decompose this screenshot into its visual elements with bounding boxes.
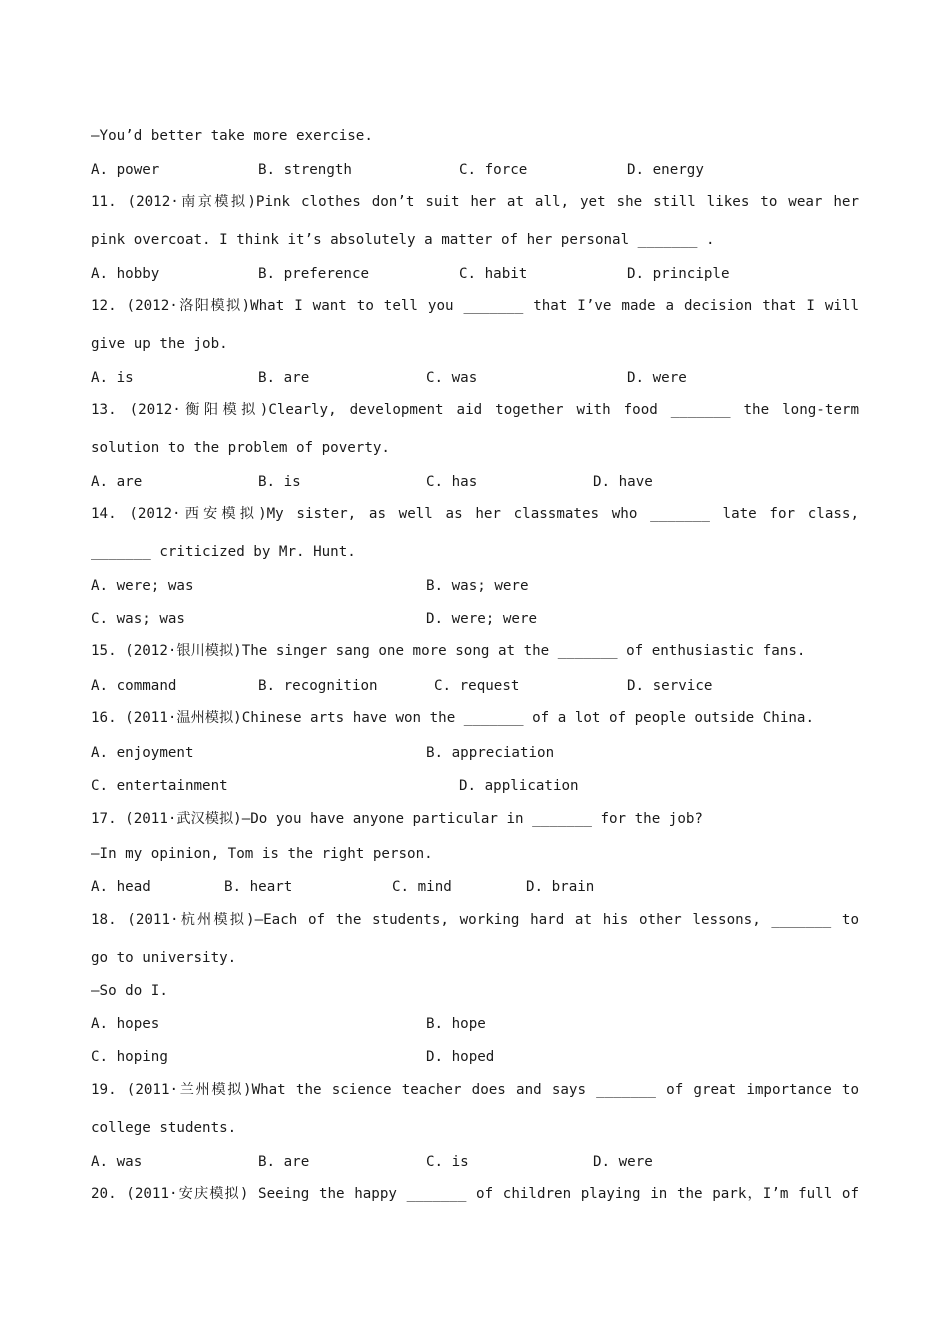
q14-option-d: D. were; were	[426, 611, 538, 627]
q11-option-c: C. habit	[459, 266, 528, 282]
q19-stem-line-2: college students.	[91, 1120, 237, 1136]
q18-option-b: B. hope	[426, 1016, 486, 1032]
q19-option-d: D. were	[593, 1154, 653, 1170]
q18-option-c: C. hoping	[91, 1049, 168, 1065]
q18-option-a: A. hopes	[91, 1016, 160, 1032]
q11-option-b: B. preference	[258, 266, 370, 282]
q13-option-d: D. have	[593, 474, 653, 490]
q18-stem-line-1: 18. (2011·杭州模拟)—Each of the students, working hard at his other lessons, _______ to	[91, 912, 859, 928]
q16-option-a: A. enjoyment	[91, 745, 194, 761]
q19-option-c: C. is	[426, 1154, 469, 1170]
q11-stem-line-2: pink overcoat. I think it’s absolutely a matter of her personal _______ .	[91, 232, 715, 248]
q14-option-b: B. was; were	[426, 578, 529, 594]
q13-option-c: C. has	[426, 474, 478, 490]
q16-stem-line-1: 16. (2011·温州模拟)Chinese arts have won the _______ of a lot of people outside China.	[91, 710, 814, 726]
q17-option-c: C. mind	[392, 879, 452, 895]
q10-option-a: A. power	[91, 162, 160, 178]
q17-stem-line-1: 17. (2011·武汉模拟)—Do you have anyone particular in _______ for the job?	[91, 811, 703, 827]
q10-option-b: B. strength	[258, 162, 352, 178]
q10-answer-line: —You’d better take more exercise.	[91, 128, 373, 144]
q12-option-b: B. are	[258, 370, 310, 386]
q11-option-a: A. hobby	[91, 266, 160, 282]
q15-option-d: D. service	[627, 678, 713, 694]
q19-option-a: A. was	[91, 1154, 143, 1170]
q17-option-a: A. head	[91, 879, 151, 895]
q16-option-c: C. entertainment	[91, 778, 228, 794]
q10-option-d: D. energy	[627, 162, 704, 178]
q11-stem-line-1: 11. (2012·南京模拟)Pink clothes don’t suit her at all, yet she still likes to wear her	[91, 194, 859, 210]
q14-stem-line-1: 14. (2012·西安模拟)My sister, as well as her classmates who _______ late for class,	[91, 506, 859, 522]
q14-option-a: A. were; was	[91, 578, 194, 594]
q15-option-c: C. request	[434, 678, 520, 694]
q15-option-a: A. command	[91, 678, 177, 694]
q13-option-b: B. is	[258, 474, 301, 490]
q14-option-c: C. was; was	[91, 611, 185, 627]
q13-option-a: A. are	[91, 474, 143, 490]
q12-option-d: D. were	[627, 370, 687, 386]
q17-stem-line-2: —In my opinion, Tom is the right person.	[91, 846, 433, 862]
q14-stem-line-2: _______ criticized by Mr. Hunt.	[91, 544, 356, 560]
q13-stem-line-2: solution to the problem of poverty.	[91, 440, 390, 456]
q19-option-b: B. are	[258, 1154, 310, 1170]
q16-option-b: B. appreciation	[426, 745, 555, 761]
q18-option-d: D. hoped	[426, 1049, 495, 1065]
q13-stem-line-1: 13. (2012·衡阳模拟)Clearly, development aid together with food _______ the long-term	[91, 402, 859, 418]
q17-option-d: D. brain	[526, 879, 595, 895]
q10-option-c: C. force	[459, 162, 528, 178]
q17-option-b: B. heart	[224, 879, 293, 895]
q11-option-d: D. principle	[627, 266, 730, 282]
q18-stem-line-2: go to university.	[91, 950, 237, 966]
q12-stem-line-2: give up the job.	[91, 336, 228, 352]
q20-stem-line-1: 20. (2011·安庆模拟) Seeing the happy _______ of children playing in the park，I’m full of	[91, 1186, 859, 1202]
q12-option-a: A. is	[91, 370, 134, 386]
q12-option-c: C. was	[426, 370, 478, 386]
q12-stem-line-1: 12. (2012·洛阳模拟)What I want to tell you _______ that I’ve made a decision that I will	[91, 298, 859, 314]
q19-stem-line-1: 19. (2011·兰州模拟)What the science teacher does and says _______ of great importance to	[91, 1082, 859, 1098]
q15-option-b: B. recognition	[258, 678, 378, 694]
q16-option-d: D. application	[459, 778, 579, 794]
q15-stem-line-1: 15. (2012·银川模拟)The singer sang one more song at the _______ of enthusiastic fans.	[91, 643, 806, 659]
q18-stem-line-3: —So do I.	[91, 983, 168, 999]
